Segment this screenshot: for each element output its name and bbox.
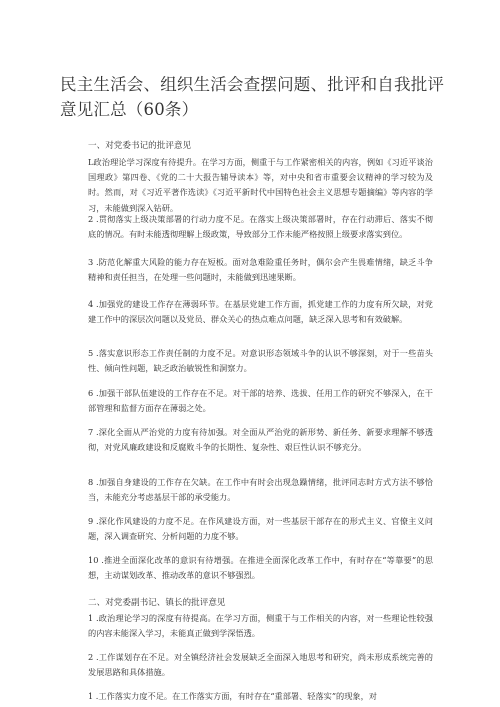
paragraph: 7 .深化全面从严治党的力度有待加强。对全面从严治党的新形势、新任务、新要求理解不够透彻，对党风廉政建设和反腐败斗争的长期性、复杂性、艰巨性认识不够充分。 <box>88 427 433 453</box>
paragraph: 2 .工作谋划存在不足。对全镇经济社会发展缺乏全面深入地思考和研究，尚未形成系统完善的发展思路和具体措施。 <box>88 652 433 678</box>
document-title: 民主生活会、组织生活会查摆问题、批评和自我批评意见汇总（60条） <box>60 75 445 119</box>
paragraph: 4 .加强党的建设工作存在薄弱环节。在基层党建工作方面，抓党建工作的力度有所欠缺，对党建工作中的深层次问题以及党员、群众关心的热点难点问题，缺乏深入思考和有效破解。 <box>88 299 433 325</box>
section-heading-2: 二、对党委副书记、镇长的批评意见 <box>88 598 226 608</box>
paragraph: 9 .深化作风建设的力度不足。在作风建设方面，对一些基层干部存在的形式主义、官僚主义问题，深入调查研究、分析问题的力度不够。 <box>88 516 433 542</box>
paragraph: 8 .加强自身建设的工作存在欠缺。在工作中有时会出现急躁情绪，批评同志时方式方法不够恰当，未能充分考虑基层干部的承受能力。 <box>88 477 433 503</box>
section-heading-1: 一、对党委书记的批评意见 <box>88 141 192 151</box>
paragraph: 5 .落实意识形态工作责任制的力度不足。对意识形态领域斗争的认识不够深刻，对于一些苗头性、倾向性问题，缺乏政治敏锐性和洞察力。 <box>88 348 433 374</box>
paragraph: 1 .政治理论学习的深度有待提高。在学习方面，侧重于与工作相关的内容，对一些理论性较强的内容未能深入学习，未能真正做到学深悟透。 <box>88 613 433 639</box>
paragraph: 6 .加强干部队伍建设的工作存在不足。对干部的培养、选拔、任用工作的研究不够深入，在干部管理和监督方面存在薄弱之处。 <box>88 388 433 414</box>
paragraph: 1 .工作落实力度不足。在工作落实方面，有时存在“重部署、轻落实”的现象，对 <box>88 691 377 701</box>
paragraph: 10 .推进全面深化改革的意识有待增强。在推进全面深化改革工作中，有时存在“等靠要”的思想，主动谋划改革、推动改革的意识不够强烈。 <box>88 555 433 581</box>
paragraph: 2 .贯彻落实上级决策部署的行动力度不足。在落实上级决策部署时，存在行动滞后、落实不彻底的情况。有时未能透彻理解上级政策，导致部分工作未能严格按照上级要求落实到位。 <box>88 214 433 240</box>
paragraph: 3 .防范化解重大风险的能力存在短板。面对急难险重任务时，偶尔会产生畏难情绪，缺乏斗争精神和责任担当，在处理一些问题时，未能做到迅速果断。 <box>88 257 433 283</box>
paragraph: L政治理论学习深度有待提升。在学习方面，侧重于与工作紧密相关的内容，例如《习近平谈治国理政》第四卷、《党的二十大报告辅导读本》等，对中央和省市重要会议精神的学习较为及时。然而，对《习近平著作选读》《习近平新时代中国特色社会主义思想专题摘编》等内容的学习，未能做到深入钻研。 <box>88 157 433 213</box>
